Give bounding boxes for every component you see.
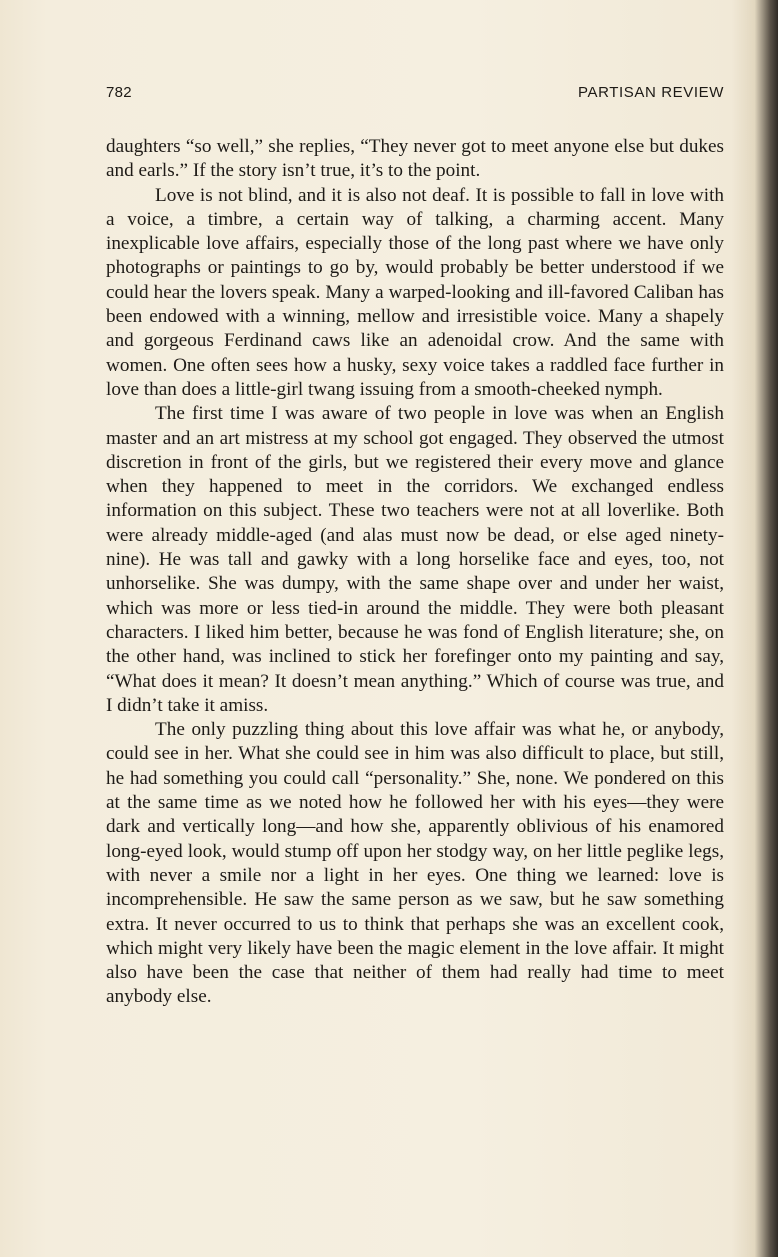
- paragraph-teachers: The first time I was aware of two people in love was when an English master and an art mistress at my school got engaged. They observed the utmost discretion in front of the girls, but we registered their every move and glance when they happened to meet in the corridors. We exchanged endless information on this subject. These two teachers were not at all loverlike. Both were already middle-aged (and alas must now be dead, or else aged ninety-nine). He was tall and gawky with a long horselike face and eyes, too, not unhorselike. She was dumpy, with the same shape over and under her waist, which was more or less tied-in around the middle. They were both pleasant characters. I liked him better, because he was fond of English literature; she, on the other hand, was inclined to stick her forefinger onto my painting and say, “What does it mean? It doesn’t mean anything.” Which of course was true, and I didn’t take it amiss.: [106, 403, 724, 716]
- body-text: [106, 135, 724, 1010]
- paragraph-continued: daughters “so well,” she replies, “They never got to meet anyone else but dukes and earls.” If the story isn’t true, it’s to the point.: [106, 136, 724, 182]
- page-number: 782: [106, 84, 132, 101]
- running-head: PARTISAN REVIEW: [578, 84, 724, 101]
- page-header: [106, 84, 724, 106]
- paragraph-love-voice: Love is not blind, and it is also not deaf. It is possible to fall in love with a voice, a timbre, a certain way of talking, a charming accent. Many inexplicable love affairs, especially those of the long past where we have only photographs or paintings to go by, would probably be better understood if we could hear the lovers speak. Many a warped-looking and ill-favored Caliban has been endowed with a winning, mellow and irresistible voice. Many a shapely and gorgeous Ferdinand caws like an adenoidal crow. And the same with women. One often sees how a husky, sexy voice takes a raddled face further in love than does a little-girl twang issuing from a smooth-cheeked nymph.: [106, 184, 724, 400]
- paragraph-puzzling-affair: The only puzzling thing about this love affair was what he, or anybody, could see in her. What she could see in him was also difficult to place, but still, he had something you could call “personality.” She, none. We pondered on this at the same time as we noted how he followed her with his eyes—they were dark and vertically long—and how she, apparently oblivious of his enamored long-eyed look, would stump off upon her stodgy way, on her little peglike legs, with never a smile nor a light in her eyes. One thing we learned: love is incomprehensible. He saw the same person as we saw, but he saw something extra. It never occurred to us to think that perhaps she was an excellent cook, which might very likely have been the magic element in the love affair. It might also have been the case that neither of them had really had time to meet anybody else.: [106, 719, 724, 1008]
